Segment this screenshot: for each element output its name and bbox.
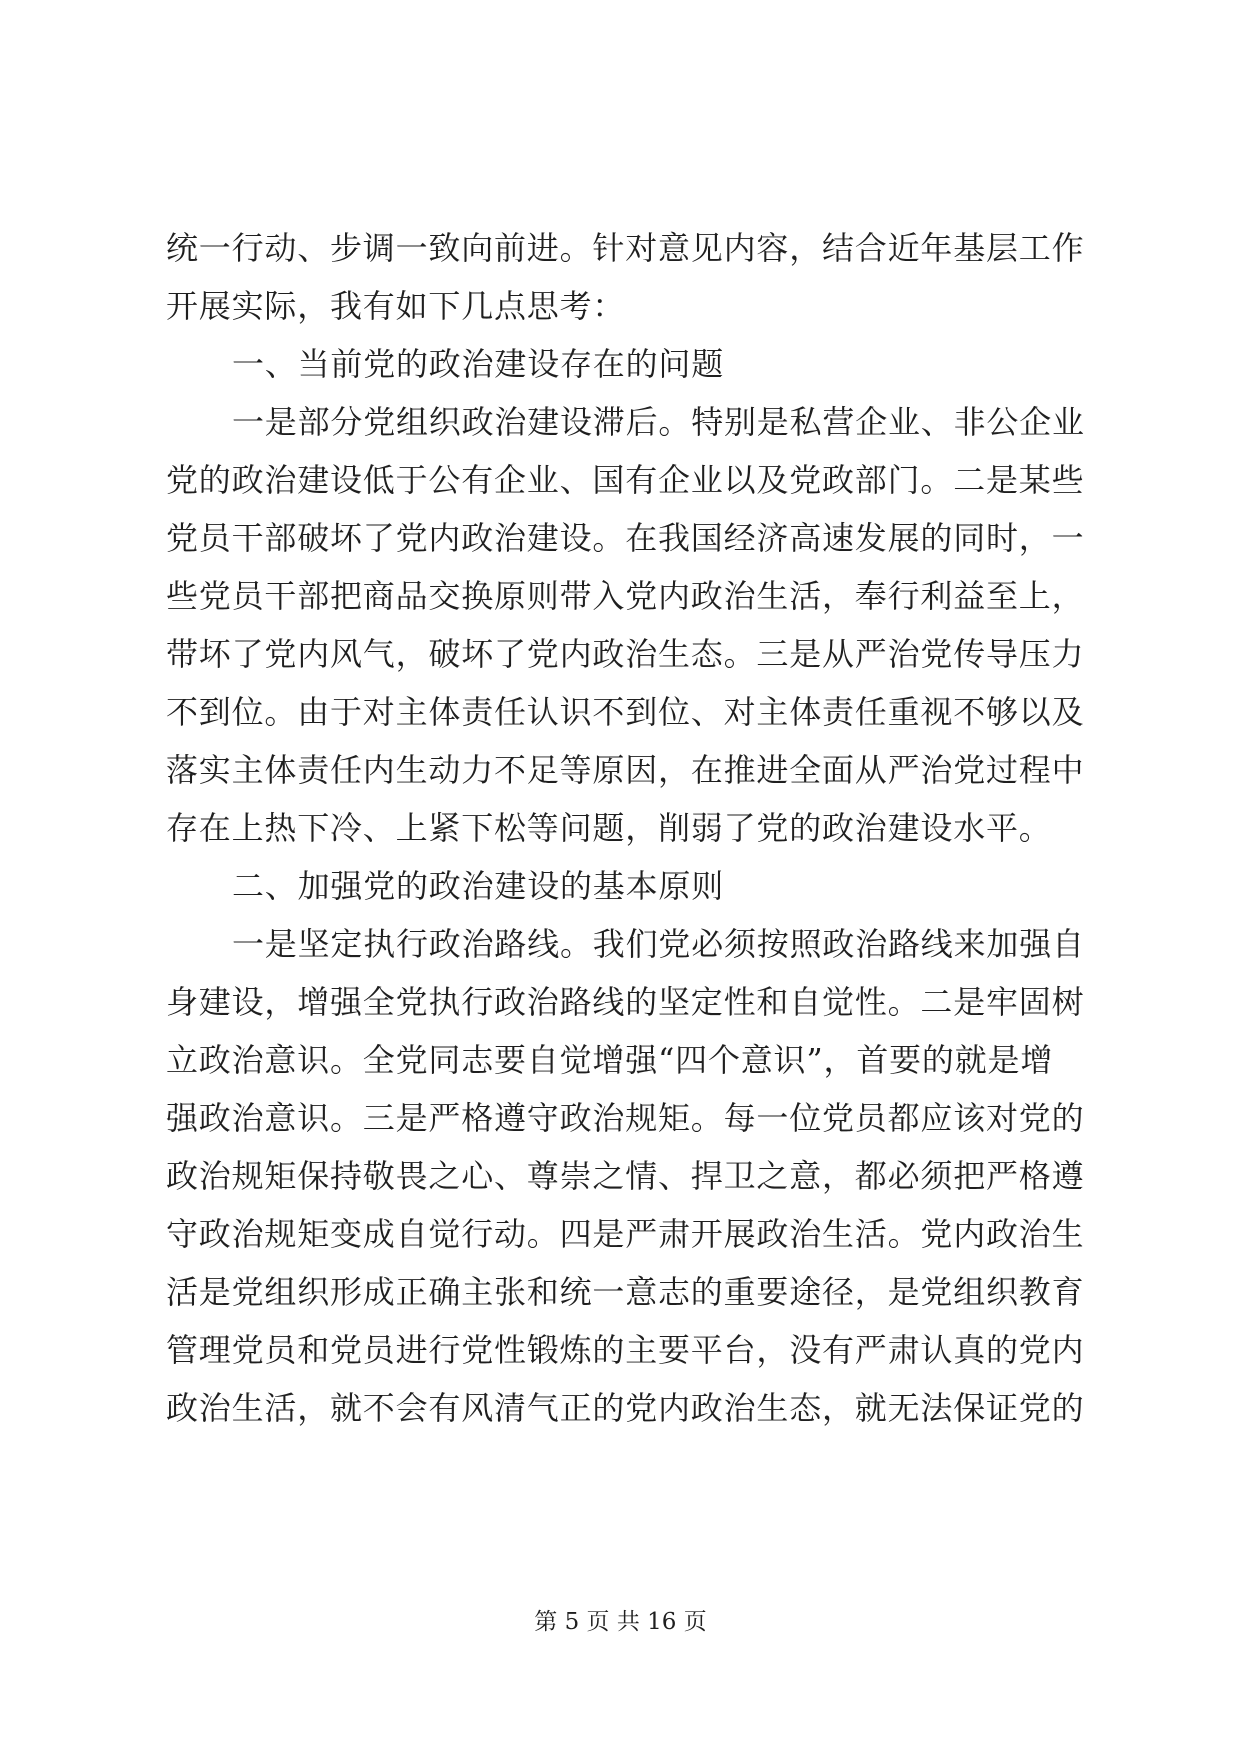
text-line: 存在上热下冷、上紧下松等问题，削弱了党的政治建设水平。 [166,809,1052,847]
text-line: 守政治规矩变成自觉行动。四是严肃开展政治生活。党内政治生 [166,1215,1085,1253]
text-line: 落实主体责任内生动力不足等原因，在推进全面从严治党过程中 [166,751,1085,789]
text-line: 开展实际，我有如下几点思考： [166,287,626,325]
text-line: 党的政治建设低于公有企业、国有企业以及党政部门。二是某些 [166,461,1085,499]
text-line: 身建设，增强全党执行政治路线的坚定性和自觉性。二是牢固树 [166,983,1085,1021]
text-line: 不到位。由于对主体责任认识不到位、对主体责任重视不够以及 [166,693,1085,731]
paragraph-first-line: 一是部分党组织政治建设滞后。特别是私营企业、非公企业 [232,403,1085,441]
text-line: 带坏了党内风气，破坏了党内政治生态。三是从严治党传导压力 [166,635,1085,673]
text-line: 党员干部破坏了党内政治建设。在我国经济高速发展的同时，一 [166,519,1085,557]
text-line: 管理党员和党员进行党性锻炼的主要平台，没有严肃认真的党内 [166,1331,1085,1369]
section-heading: 一、当前党的政治建设存在的问题 [232,345,725,383]
text-line: 政治规矩保持敬畏之心、尊崇之情、捍卫之意，都必须把严格遵 [166,1157,1085,1195]
text-line: 活是党组织形成正确主张和统一意志的重要途径，是党组织教育 [166,1273,1085,1311]
text-line: 强政治意识。三是严格遵守政治规矩。每一位党员都应该对党的 [166,1099,1085,1137]
paragraph-first-line: 一是坚定执行政治路线。我们党必须按照政治路线来加强自 [232,925,1085,963]
page-number-footer: 第 5 页 共 16 页 [534,1609,707,1635]
text-line: 立政治意识。全党同志要自觉增强“四个意识”，首要的就是增 [166,1041,1054,1079]
section-heading: 二、加强党的政治建设的基本原则 [232,867,725,905]
text-line: 政治生活，就不会有风清气正的党内政治生态，就无法保证党的 [166,1389,1085,1427]
text-line: 些党员干部把商品交换原则带入党内政治生活，奉行利益至上， [166,577,1085,615]
text-line: 统一行动、步调一致向前进。针对意见内容，结合近年基层工作 [166,229,1085,267]
